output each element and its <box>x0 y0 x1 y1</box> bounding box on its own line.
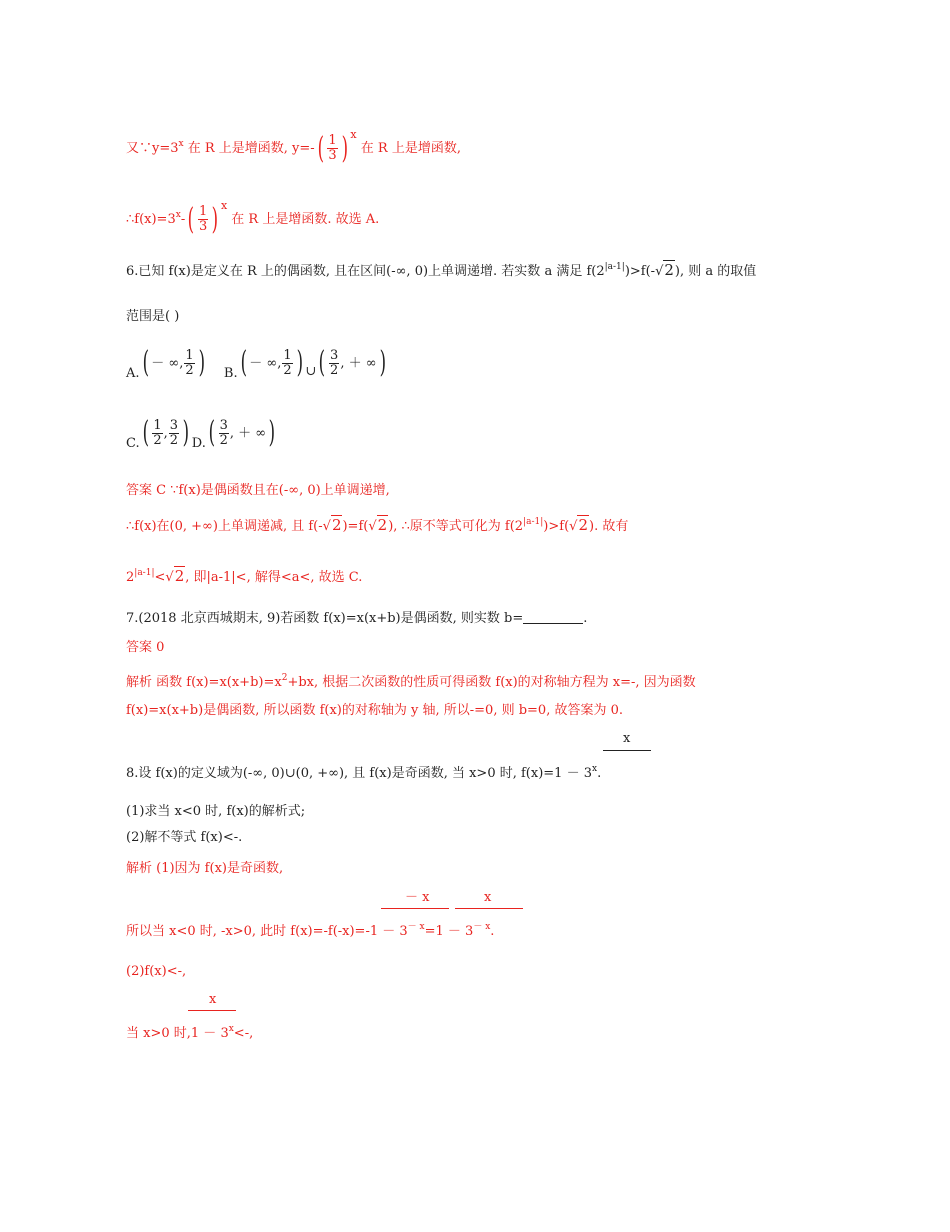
analysis-8-line-2: 所以当 x<0 时, -x>0, 此时 $f(x)=-f(-x)=-1 - 3^{- x}=1 - 3^{- x}$. <box>126 922 495 939</box>
question-7: 7.(2018 北京西城期末, 9)若函数 f(x)=x(x+b)是偶函数, 则实数 b= . <box>126 611 588 626</box>
option-d: D.( $\frac{3}{2}$ , ＋ ∞) <box>191 415 276 451</box>
options-a-b <box>126 345 388 383</box>
q8-fraction-bar <box>603 750 651 751</box>
analysis-8-line-1: 解析 (1)因为 f(x)是奇函数, <box>126 861 284 876</box>
question-8-part-1: (1)求当 x<0 时, f(x)的解析式; <box>126 804 306 819</box>
q8-fraction-numerator: x <box>623 731 631 746</box>
a8-numerator-3: x <box>209 992 217 1007</box>
question-8-part-2: (2)解不等式 f(x)<-. <box>126 830 243 845</box>
question-6-range: 范围是( ) <box>126 309 180 324</box>
answer-7: 答案 0 <box>126 640 165 655</box>
options-c-d <box>126 415 278 453</box>
analysis-8-line-3: (2)f(x)<-, <box>126 964 187 979</box>
solution-line-2: $\therefore f(x)=3^x-$( $\frac{1}{3}$ ) $^x$ 在 R 上是增函数. 故选 A. <box>126 199 380 237</box>
a8-fraction-bar-1 <box>381 908 449 909</box>
option-c: C.( $\frac{1}{2}$ , $\frac{3}{2}$ ) <box>126 415 190 451</box>
answer-6: 答案 C ∵f(x)是偶函数且在(-∞, 0)上单调递增, <box>126 483 390 498</box>
a8-numerator-2: x <box>484 890 492 905</box>
a8-fraction-bar-2 <box>455 908 523 909</box>
option-a: A.( － ∞, $\frac{1}{2}$ ) <box>126 345 205 381</box>
a8-numerator-1: － x <box>405 890 430 905</box>
solution-line-1: 又$\because y=3^x$ 在 R 上是增函数, y=-( $\frac{1}{3}$ ) $^x$ 在 R 上是增函数, <box>126 128 461 166</box>
analysis-7-line-1: 解析 函数 $f(x)=x(x+b)=x^2+bx$, 根据二次函数的性质可得函数 f(x)的对称轴方程为 x=-, 因为函数 <box>126 673 696 690</box>
question-6: 6.已知 f(x)是定义在 R 上的偶函数, 且在区间(-∞, 0)上单调递增. 若实数 a 满足 $f(2^{|a-1|})>f(-√2)$, 则 a 的取值 <box>126 261 757 279</box>
question-8: 8.设 f(x)的定义域为(-∞, 0)∪(0, +∞), 且 f(x)是奇函数, 当 x>0 时, $f(x)=1 - 3^x$. <box>126 764 602 781</box>
answer-6-line-2: ∴f(x)在(0, +∞)上单调递减, 且 f(-√2)=f(√2), ∴原不等式可化为 $f(2^{|a-1|})>f(√2)$. 故有 <box>126 516 629 534</box>
option-b: B.( － ∞, $\frac{1}{2}$ ) ∪( $\frac{3}{2}$ , ＋ ∞) <box>223 345 386 381</box>
analysis-7-line-2: f(x)=x(x+b)是偶函数, 所以函数 f(x)的对称轴为 y 轴, 所以-=0, 则 b=0, 故答案为 0. <box>126 703 623 718</box>
answer-6-line-3: $2^{|a-1|}<√2$, 即|a-1|<, 解得<a<, 故选 C. <box>126 567 363 585</box>
a8-fraction-bar-3 <box>188 1010 236 1011</box>
answer-blank <box>523 611 583 624</box>
analysis-8-line-4: 当 x>0 时$,1 - 3^x<-$, <box>126 1024 254 1041</box>
